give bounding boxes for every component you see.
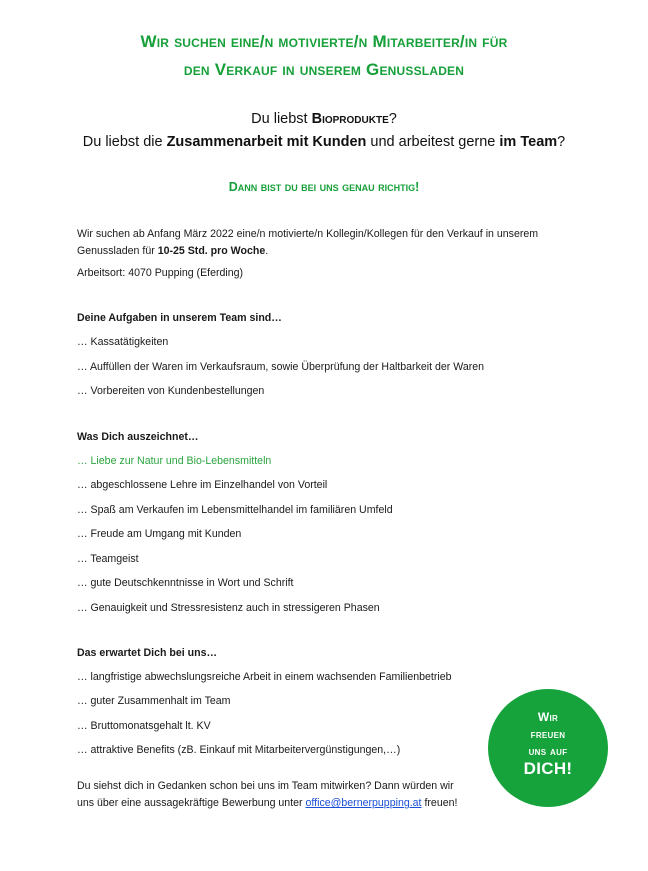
intro-emphasis: im Team xyxy=(499,134,558,150)
headline-line-2: den Verkauf in unserem Genussladen xyxy=(183,60,465,79)
closing-text: uns über eine aussagekräftige Bewerbung unter xyxy=(77,797,306,809)
benefits-title: Das erwartet Dich bei uns… xyxy=(77,647,218,659)
list-item: … Genauigkeit und Stressresistenz auch in stressigeren Phasen xyxy=(77,602,380,614)
intro-text: ? xyxy=(557,134,566,150)
badge-line-3: uns auf xyxy=(528,744,568,758)
list-item: … guter Zusammenhalt im Team xyxy=(77,695,231,707)
closing-text: freuen! xyxy=(421,797,458,809)
closing-line-1: Du siehst dich in Gedanken schon bei uns im Team mitwirken? Dann würden wir xyxy=(77,780,454,792)
welcome-badge xyxy=(488,689,608,807)
offer-line-2 xyxy=(77,243,268,259)
tasks-title: Deine Aufgaben in unserem Team sind… xyxy=(77,312,282,324)
intro-text: Du liebst xyxy=(251,111,312,127)
list-item: … Auffüllen der Waren im Verkaufsraum, sowie Überprüfung der Haltbarkeit der Waren xyxy=(77,361,485,373)
intro-text: Du liebst die xyxy=(82,134,167,150)
list-item: … Kassatätigkeiten xyxy=(77,336,169,348)
email-link[interactable]: office@bernerpupping.at xyxy=(305,797,422,809)
list-item: … Spaß am Verkaufen im Lebensmittelhandel im familiären Umfeld xyxy=(77,504,393,516)
work-location: Arbeitsort: 4070 Pupping (Eferding) xyxy=(77,267,244,279)
badge-line-4: DICH! xyxy=(523,759,573,778)
intro-text: ? xyxy=(388,111,397,127)
intro-bioprodukte: Bioprodukte xyxy=(311,111,389,127)
offer-text: . xyxy=(265,245,269,257)
list-item: … gute Deutschkenntnisse in Wort und Schrift xyxy=(77,577,294,589)
list-item: … Teamgeist xyxy=(77,553,139,565)
list-item: … langfristige abwechslungsreiche Arbeit in einem wachsenden Familienbetrieb xyxy=(77,671,452,683)
qualities-title: Was Dich auszeichnet… xyxy=(77,431,199,443)
offer-hours: 10-25 Std. pro Woche xyxy=(157,245,266,257)
offer-line-1: Wir suchen ab Anfang März 2022 eine/n motivierte/n Kollegin/Kollegen für den Verkauf in unserem xyxy=(77,228,539,240)
badge-line-2: freuen xyxy=(530,727,566,741)
list-item: … Vorbereiten von Kundenbestellungen xyxy=(77,385,265,397)
offer-text: Genussladen für xyxy=(77,245,158,257)
intro-question-2 xyxy=(0,132,648,152)
closing-line-2 xyxy=(77,795,457,811)
badge-line-1: Wir xyxy=(537,710,559,724)
headline-line-1: Wir suchen eine/n motivierte/n Mitarbeiter/in für xyxy=(140,32,508,51)
intro-emphasis: Zusammenarbeit mit Kunden xyxy=(166,134,367,150)
list-item: … Bruttomonatsgehalt lt. KV xyxy=(77,720,211,732)
subheadline: Dann bist du bei uns genau richtig! xyxy=(228,180,420,194)
intro-text: und arbeitest gerne xyxy=(366,134,500,150)
list-item-highlight: … Liebe zur Natur und Bio-Lebensmitteln xyxy=(77,455,272,467)
intro-question-1 xyxy=(0,109,648,129)
list-item: … attraktive Benefits (zB. Einkauf mit Mitarbeitervergünstigungen,…) xyxy=(77,744,401,756)
list-item: … abgeschlossene Lehre im Einzelhandel von Vorteil xyxy=(77,479,328,491)
list-item: … Freude am Umgang mit Kunden xyxy=(77,528,242,540)
